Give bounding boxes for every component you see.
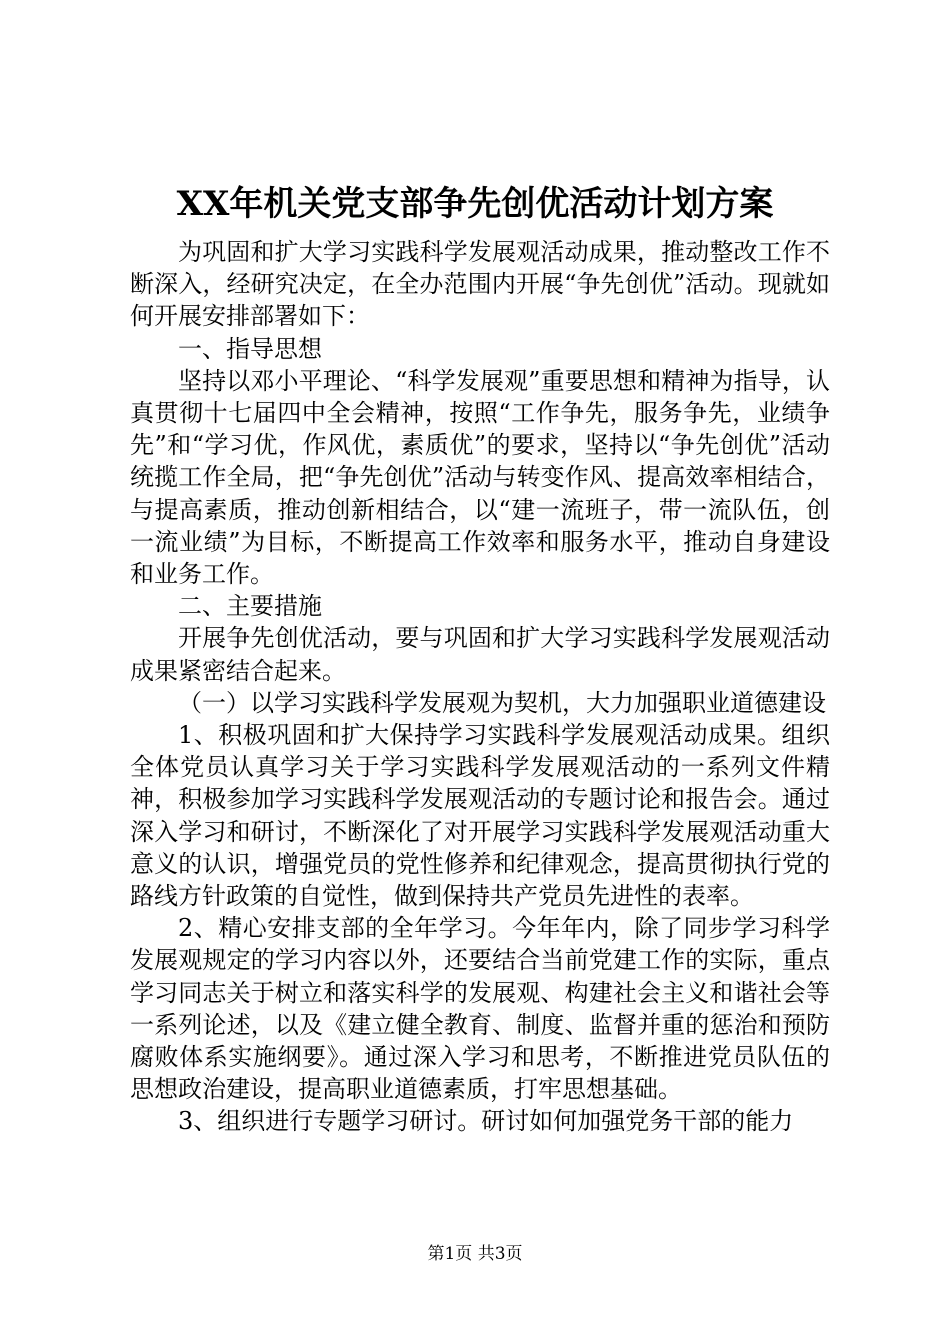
item-paragraph-2: 2、精心安排支部的全年学习。今年年内，除了同步学习科学发展观规定的学习内容以外，还要结合当前党建工作的实际，重点学习同志关于树立和落实科学的发展观、构建社会主义和谐社会等一系列论述，以及《建立健全教育、制度、监督并重的惩治和预防腐败体系实施纲要》。通过深入学习和思考，不断推进党员队伍的思想政治建设，提高职业道德素质，打牢思想基础。	[130, 914, 830, 1104]
section-heading-guiding-thought: 一、指导思想	[178, 334, 322, 363]
document-body	[130, 236, 830, 1138]
page-footer: 第1页 共3页	[427, 1244, 523, 1264]
document-title: XX年机关党支部争先创优活动计划方案	[176, 184, 774, 224]
item-paragraph-3: 3、组织进行专题学习研讨。研讨如何加强党务干部的能力	[178, 1107, 794, 1136]
intro-paragraph: 为巩固和扩大学习实践科学发展观活动成果，推动整改工作不断深入，经研究决定，在全办范围内开展“争先创优”活动。现就如何开展安排部署如下：	[130, 238, 830, 331]
item-paragraph-1: 1、积极巩固和扩大保持学习实践科学发展观活动成果。组织全体党员认真学习关于学习实践科学发展观活动的一系列文件精神，积极参加学习实践科学发展观活动的专题讨论和报告会。通过深入学习和研讨，不断深化了对开展学习实践科学发展观活动重大意义的认识，增强党员的党性修养和纪律观念，提高贯彻执行党的路线方针政策的自觉性，做到保持共产党员先进性的表率。	[130, 721, 830, 911]
main-measures-paragraph: 开展争先创优活动，要与巩固和扩大学习实践科学发展观活动成果紧密结合起来。	[130, 624, 830, 685]
subsection-heading-1: （一）以学习实践科学发展观为契机，大力加强职业道德建设	[178, 688, 826, 717]
guiding-thought-paragraph: 坚持以邓小平理论、“科学发展观”重要思想和精神为指导，认真贯彻十七届四中全会精神，按照“工作争先，服务争先，业绩争先”和“学习优，作风优，素质优”的要求，坚持以“争先创优”活动统揽工作全局，把“争先创优”活动与转变作风、提高效率相结合，与提高素质，推动创新相结合，以“建一流班子，带一流队伍，创一流业绩”为目标，不断提高工作效率和服务水平，推动自身建设和业务工作。	[130, 366, 830, 589]
section-heading-main-measures: 二、主要措施	[178, 592, 322, 621]
